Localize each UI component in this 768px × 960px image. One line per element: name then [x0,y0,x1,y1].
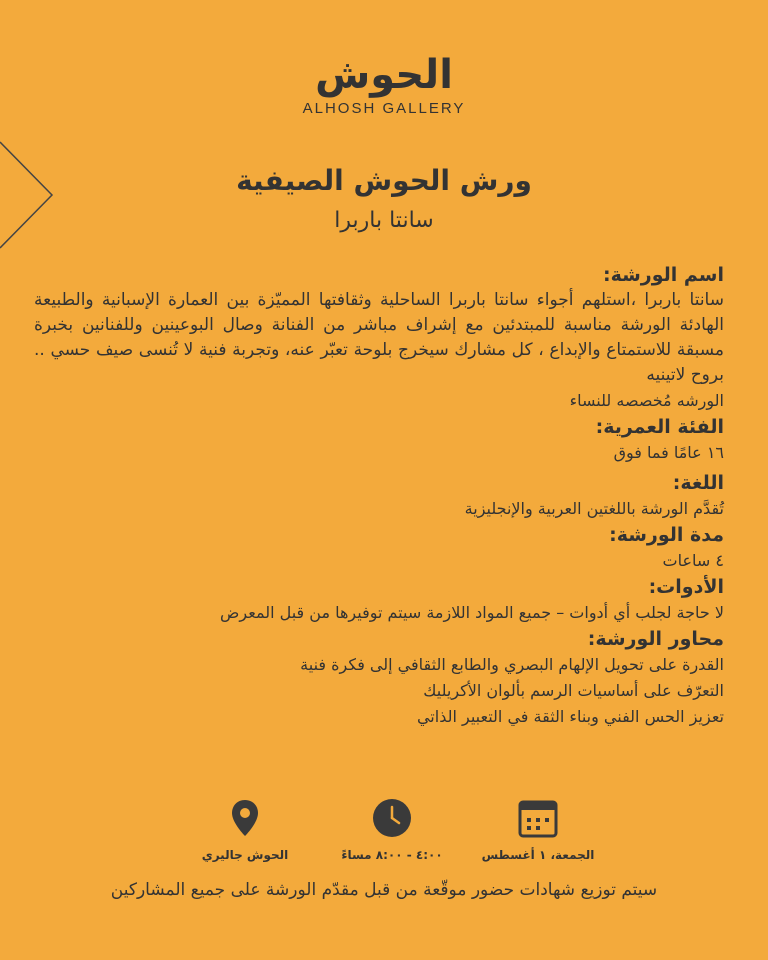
topics-heading: محاور الورشة: [587,628,724,650]
language-heading: اللغة: [672,472,724,494]
time-info [322,798,462,862]
calendar-icon [518,798,558,838]
tools-heading: الأدوات: [648,576,724,598]
location-label: الحوش جاليري [201,848,289,862]
location-info [175,798,315,862]
duration-value: ٤ ساعات [662,551,724,570]
clock-icon [372,798,412,838]
page-subtitle: سانتا باربرا [334,208,434,233]
logo-arabic: الحوش [315,52,453,98]
logo-english: ALHOSH GALLERY [302,100,466,117]
language-value: تُقدَّم الورشة باللغتين العربية والإنجليزية [464,499,724,518]
date-label: الجمعة، ١ أغسطس [481,848,595,862]
gallery-logo [0,52,768,117]
topic-item: القدرة على تحويل الإلهام البصري والطابع الثقافي إلى فكرة فنية [300,655,724,674]
topic-item: التعرّف على أساسيات الرسم بألوان الأكريليك [423,681,724,700]
workshop-details [34,262,724,730]
age-heading: الفئة العمرية: [595,416,724,438]
page-title: ورش الحوش الصيفية [236,164,532,197]
name-heading: اسم الورشة: [602,264,724,286]
location-pin-icon [230,798,260,838]
topic-item: تعزيز الحس الفني وبناء الثقة في التعبير الذاتي [416,707,724,726]
date-info [468,798,608,862]
name-description: سانتا باربرا ،استلهم أجواء سانتا باربرا الساحلية وثقافتها المميّزة بين العمارة الإسبانية والطبيعة الهادئة الورشة مناسبة للمبتدئين مع إشراف مباشر من الفنانة وصال البوعينين وللفنانين بخبرة مسبقة للاستمتاع والإبداع ، كل مشارك سيخرج بلوحة تعبّر عنه، وتجربة فنية لا تُنسى صيف حسي .. بروح لاتينيه [34,290,724,385]
time-label: ٤:٠٠ - ٨:٠٠ مساءً [341,848,443,862]
tools-value: لا حاجة لجلب أي أدوات – جميع المواد اللازمة سيتم توفيرها من قبل المعرض [220,603,724,622]
event-info-row [0,798,768,868]
certificate-note: سيتم توزيع شهادات حضور موقّعة من قبل مقدّم الورشة على جميع المشاركين [110,880,658,900]
age-value: ١٦ عامًا فما فوق [613,443,724,462]
duration-heading: مدة الورشة: [609,524,724,546]
women-only-note: الورشه مُخصصه للنساء [569,391,724,410]
